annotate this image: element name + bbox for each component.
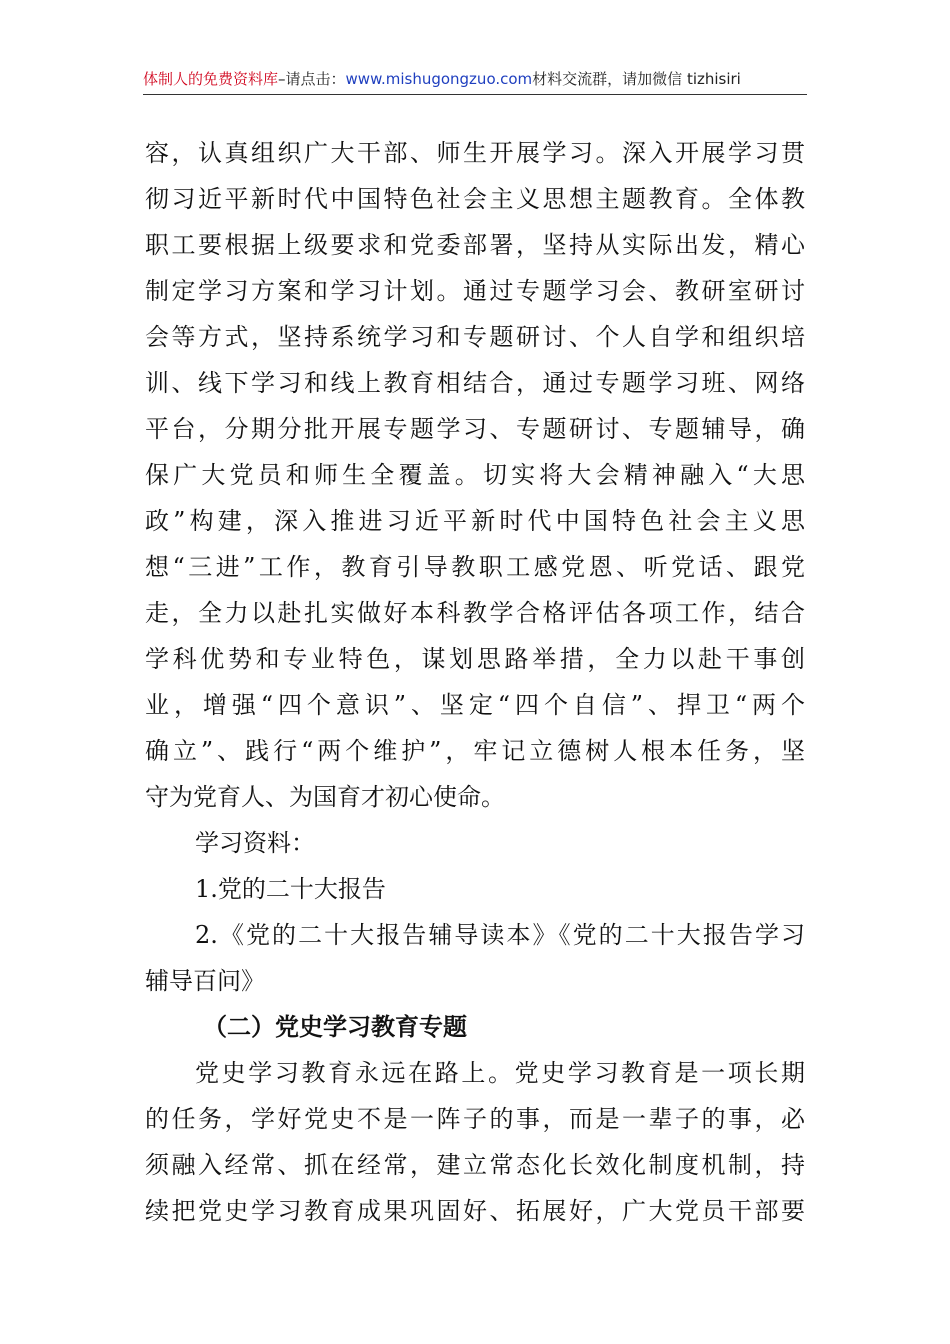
paragraph-line: 确立”、践行“两个维护”，牢记立德树人根本任务，坚 <box>145 737 805 765</box>
paragraph-line: 学科优势和专业特色，谋划思路举措，全力以赴干事创 <box>145 645 805 673</box>
section-heading: （二）党史学习教育专题 <box>203 1012 467 1041</box>
paragraph-line: 政”构建，深入推进习近平新时代中国特色社会主义思 <box>145 507 805 535</box>
paragraph-line: 会等方式，坚持系统学习和专题研讨、个人自学和组织培 <box>145 323 805 351</box>
paragraph-line: 平台，分期分批开展专题学习、专题研讨、专题辅导，确 <box>145 415 805 443</box>
paragraph-line: 业，增强“四个意识”、坚定“四个自信”、捍卫“两个 <box>145 691 805 719</box>
paragraph-line: 想“三进”工作，教育引导教职工感党恩、听党话、跟党 <box>145 553 805 581</box>
document-body <box>145 130 805 1234</box>
paragraph-line: 容，认真组织广大干部、师生开展学习。深入开展学习贯 <box>145 139 805 167</box>
paragraph-line: 彻习近平新时代中国特色社会主义思想主题教育。全体教 <box>145 185 805 213</box>
paragraph-line: 制定学习方案和学习计划。通过专题学习会、教研室研讨 <box>145 277 805 305</box>
paragraph-line: 守为党育人、为国育才初心使命。 <box>145 783 505 811</box>
header-link[interactable]: www.mishugongzuo.com <box>345 70 533 88</box>
material-item-2-cont: 辅导百问》 <box>145 967 265 995</box>
material-item-1: 1.党的二十大报告 <box>195 875 386 903</box>
paragraph-line: 保广大党员和师生全覆盖。切实将大会精神融入“大思 <box>145 461 805 489</box>
header-prompt: –请点击： <box>278 70 346 88</box>
paragraph-line: 的任务，学好党史不是一阵子的事，而是一辈子的事，必 <box>145 1105 805 1133</box>
header-brand: 体制人的免费资料库 <box>143 70 279 88</box>
paragraph-line: 走，全力以赴扎实做好本科教学合格评估各项工作，结合 <box>145 599 805 627</box>
header-suffix: 材料交流群，请加微信 tizhisiri <box>532 70 741 88</box>
paragraph-line: 职工要根据上级要求和党委部署，坚持从实际出发，精心 <box>145 231 805 259</box>
material-item-2: 2.《党的二十大报告辅导读本》《党的二十大报告学习 <box>195 921 805 949</box>
paragraph-line: 党史学习教育永远在路上。党史学习教育是一项长期 <box>195 1059 805 1087</box>
paragraph-line: 续把党史学习教育成果巩固好、拓展好，广大党员干部要 <box>145 1197 805 1225</box>
paragraph-line: 须融入经常、抓在经常，建立常态化长效化制度机制，持 <box>145 1151 805 1179</box>
materials-label: 学习资料： <box>195 829 315 857</box>
paragraph-line: 训、线下学习和线上教育相结合，通过专题学习班、网络 <box>145 369 805 397</box>
page-header <box>143 66 807 95</box>
